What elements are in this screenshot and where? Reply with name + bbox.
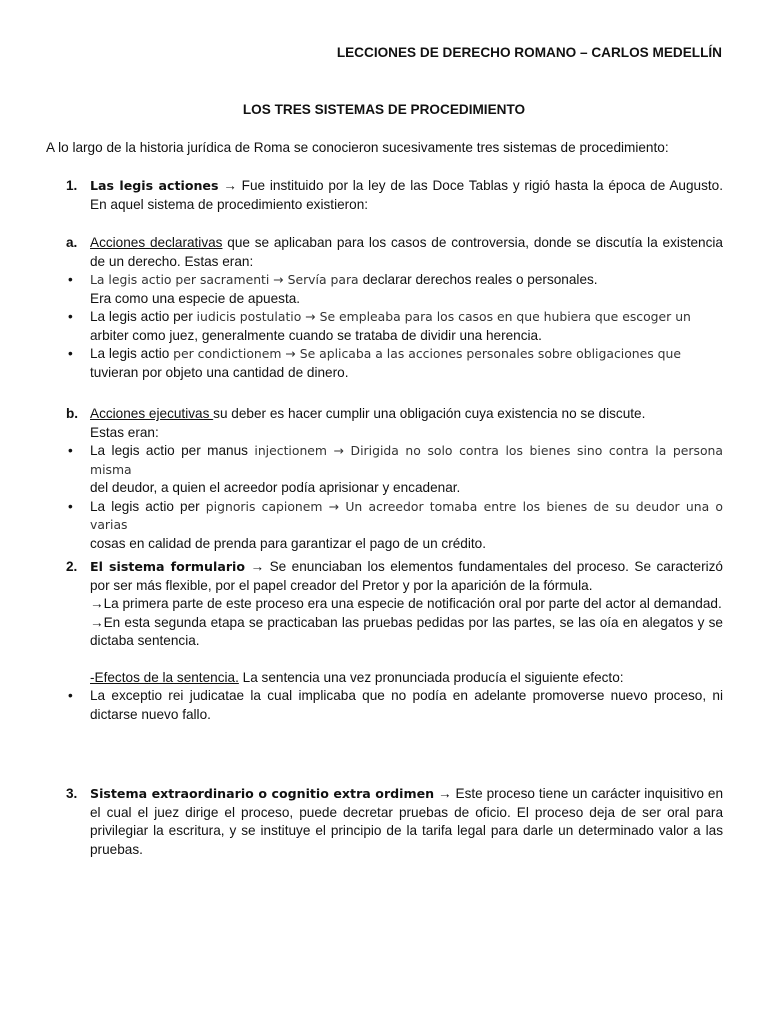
list-item: • La legis actio per condictionem → Se aplicaba a las acciones personales sobre obligaciones que tuvieran por objeto una cantidad de dinero. [66, 345, 723, 382]
section-a [66, 234, 723, 382]
section-3-description: → Este proceso tiene un carácter inquisitivo en el cual el juez dirige el proceso, puede decretar pruebas de oficio. El proceso deja de ser oral para privilegiar la escritura, y se instituye el principio de la tarifa legal para darle un determinado valor a las pruebas. [90, 786, 724, 857]
section-b-letter: b. [66, 406, 79, 421]
section-a-label: Acciones declarativas [90, 235, 223, 250]
section-2-text [90, 558, 723, 595]
section-1-number: 1. [66, 178, 78, 193]
section-2-number: 2. [66, 559, 78, 574]
section-a-description: que se aplicaban para los casos de controversia, donde se discutía la existencia de un derecho. Estas eran: [90, 235, 723, 269]
section-1-label: Las legis actiones [90, 178, 219, 193]
section-2-description: → Se enunciaban los elementos fundamentales del proceso. Se caracterizó por ser más flexible, por el papel creador del Pretor y por la aparición de la fórmula. [90, 559, 723, 593]
section-b-description: su deber es hacer cumplir una obligación cuya existencia no se discute. [213, 406, 646, 421]
effects-label: -Efectos de la sentencia. [90, 669, 239, 685]
section-2-arrow-2: →En esta segunda etapa se practicaban las pruebas pedidas por las partes, se las oía en alegatos y se dictaba sentencia. [90, 614, 723, 648]
section-2-label: El sistema formulario [90, 559, 246, 574]
list-item: • La legis actio per iudicis postulatio → Se empleaba para los casos en que hubiera que escoger un arbiter como juez, generalmente cuando se trataba de dividir una herencia. [66, 308, 723, 345]
section-3-text [90, 785, 723, 859]
section-b [66, 405, 723, 553]
list-item: • La legis actio per sacramenti → Servía para declarar derechos reales o personales. Era como una especie de apuesta. [66, 271, 723, 308]
list-item: • La legis actio per manus injectionem → Dirigida no solo contra los bienes sino contra la persona misma del deudor, a quien el acreedor podía aprisionar y encadenar. [66, 442, 723, 498]
section-2-list [66, 687, 723, 724]
section-b-label: Acciones ejecutivas [90, 406, 214, 421]
section-b-sub: Estas eran: [90, 424, 159, 440]
effects-text: La sentencia una vez pronunciada producía el siguiente efecto: [238, 669, 624, 685]
section-1-description: → Fue instituido por la ley de las Doce Tablas y rigió hasta la época de Augusto. En aquel sistema de procedimiento existieron: [90, 178, 723, 212]
document-header: LECCIONES DE DERECHO ROMANO – CARLOS MEDELLÍN [336, 45, 722, 60]
section-b-text [90, 405, 723, 442]
list-item: • La exceptio rei judicatae la cual implicaba que no podía en adelante promoverse nuevo proceso, ni dictarse nuevo fallo. [66, 687, 723, 724]
section-3-number: 3. [66, 786, 78, 801]
list-item: • La legis actio per pignoris capionem → Un acreedor tomaba entre los bienes de su deudor una o varias cosas en calidad de prenda para garantizar el pago de un crédito. [66, 498, 723, 554]
section-1-text [90, 177, 723, 214]
section-2 [66, 558, 723, 724]
section-a-list [66, 271, 723, 382]
intro-paragraph: A lo largo de la historia jurídica de Roma se conocieron sucesivamente tres sistemas de procedimiento: [46, 140, 669, 155]
section-2-effects [90, 669, 723, 688]
section-2-arrow-1: →La primera parte de este proceso era una especie de notificación oral por parte del actor al demandad. [90, 596, 722, 611]
section-b-list [66, 442, 723, 553]
section-a-text [90, 234, 723, 271]
section-3-label: Sistema extraordinario o cognitio extra ordimen [90, 786, 435, 801]
section-1 [66, 177, 723, 214]
section-a-letter: a. [66, 235, 78, 250]
page-title: LOS TRES SISTEMAS DE PROCEDIMIENTO [242, 102, 526, 117]
section-3 [66, 785, 723, 859]
